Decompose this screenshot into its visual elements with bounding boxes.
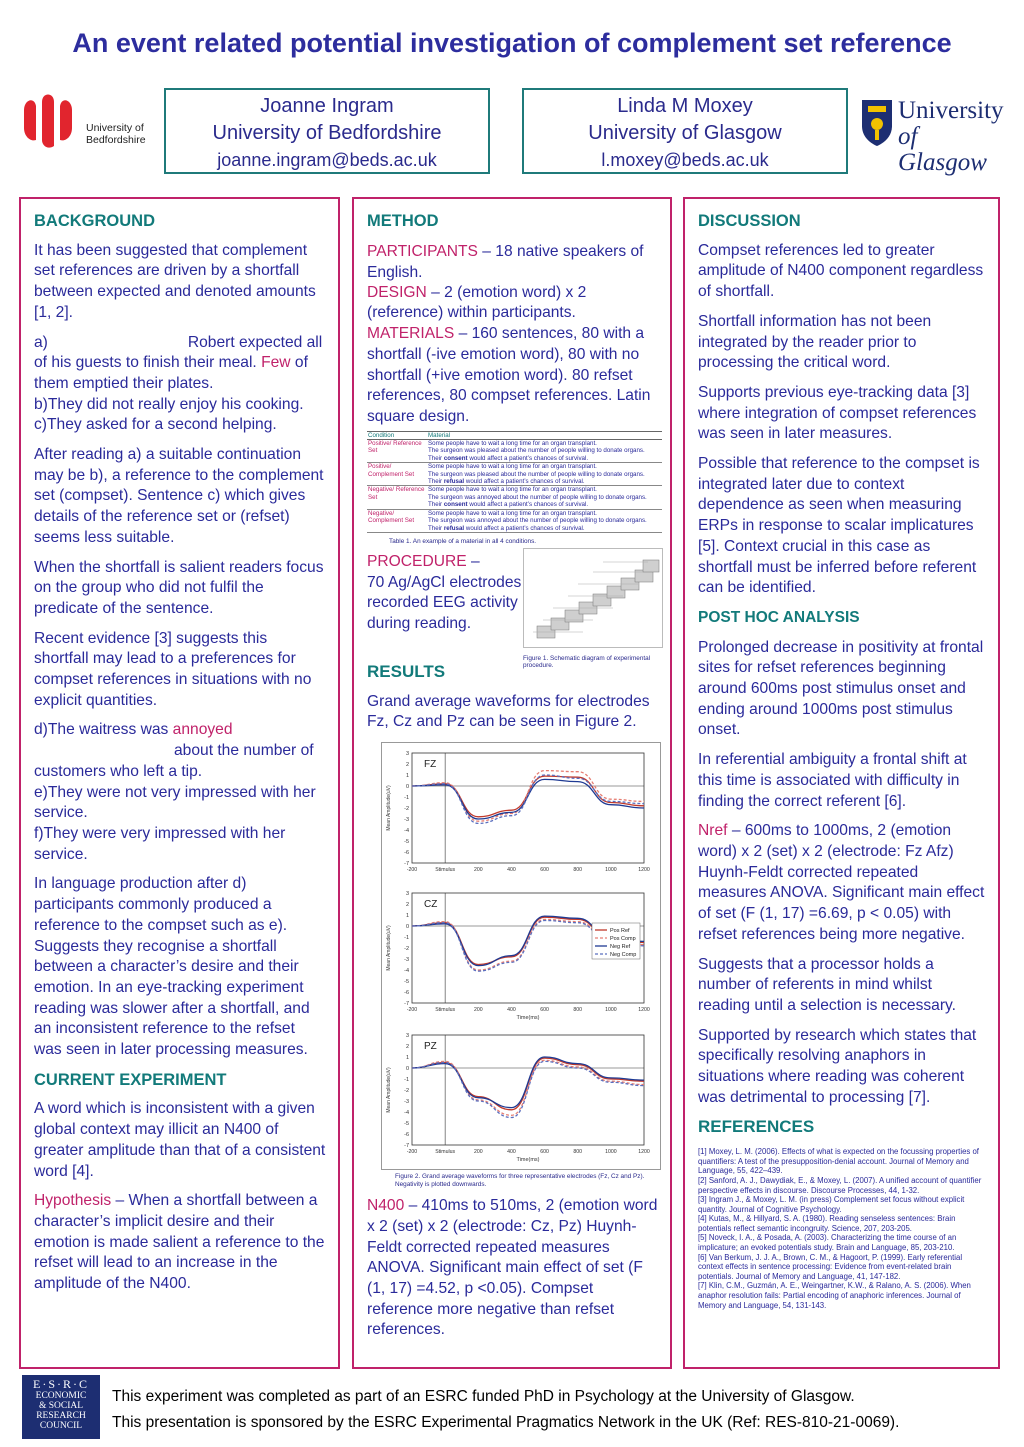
references-heading: REFERENCES [698,1117,815,1137]
discussion-paragraph-5: Prolonged decrease in positivity at frontal sites for refset references beginning around 600ms post stimulus onset and ending around 1000ms post stimulus onset. [698,638,984,739]
materials-text: – 160 sentences, 80 with a shortfall (-ive emotion word), 80 with no shortfall (+ive emotion word). 80 refset references, 80 compset references. Latin square design. [367,325,651,425]
y-tick-label: -3 [404,1099,409,1106]
table-row [367,440,662,463]
legend-label: Neg Ref [610,944,631,951]
material-critical-word: refusal [443,524,465,532]
material-line: The surgeon was pleased about the number of people willing to donate organs. [428,470,645,478]
x-tick-label: Stimulus [435,1007,456,1014]
material-word: would affect a patient’s chances of survival. [469,454,589,462]
method-heading: METHOD [367,212,439,230]
background-paragraph-4: Recent evidence [3] suggests this shortfall may lead to a preferences for compset references in situations with no explicit quantities. [34,629,312,709]
material-line: The surgeon was annoyed about the number of people willing to donate organs. [428,493,647,501]
example-a [34,333,326,395]
y-tick-label: -2 [404,1088,409,1095]
method-column [352,197,672,1369]
y-tick-label: 1 [405,913,409,920]
bedfordshire-crest-icon [20,92,86,156]
material-word: Their [428,501,443,509]
glasgow-crest-icon [860,98,894,148]
figure1-caption: Figure 1. Schematic diagram of experimental procedure. [523,654,651,670]
y-tick-label: -6 [404,850,409,857]
y-axis-label: Mean Amplitude(uV) [386,1067,392,1113]
y-tick-label: -1 [404,935,409,942]
table-row [367,509,662,532]
panel-title: CZ [424,899,438,911]
materials [367,324,662,428]
y-tick-label: -3 [404,957,409,964]
material-line: Some people have to wait a long time for an organ transplant. [428,486,597,494]
participants-text: – 18 native speakers of English. [367,242,644,281]
materials-label: MATERIALS [367,325,455,343]
legend-label: Pos Comp [610,936,636,943]
x-tick-label: 200 [473,1149,483,1156]
reference-item: [3] Ingram J., & Moxey, L. M. (in press) Complement set focus without explicit quantity. Journal of Cognitive Psychology. [698,1195,965,1214]
table-cell-material [427,440,662,463]
erp-waveform-chart [382,743,662,1171]
esrc-logo [22,1375,100,1439]
y-tick-label: 3 [405,751,409,758]
design [367,283,662,324]
glasgow-logo-line1: University [898,97,1004,124]
design-label: DESIGN [367,283,427,301]
y-tick-label: 0 [405,1066,409,1073]
table-cell-condition: Positive/ Reference Set [367,440,427,463]
y-tick-label: -5 [404,1121,409,1128]
background-heading: BACKGROUND [34,212,155,230]
discussion-heading: DISCUSSION [698,212,801,230]
example-a-rest: of them emptied their plates. [34,354,308,392]
n400-label: N400 [367,1197,405,1215]
discussion-paragraph-4: Possible that reference to the compset is integrated later due to context dependence as seen when measuring ERPs in response to scalar implicatures [5]. Context crucial in this case as shortfall must be inferred before referent can be identified. [698,455,980,597]
esrc-logo-line4: RESEARCH [36,1411,86,1421]
y-axis-label: Mean Amplitude(uV) [386,925,392,971]
y-tick-label: -2 [404,946,409,953]
discussion-paragraph-6: In referential ambiguity a frontal shift at this time is associated with difficulty in finding the correct referent [6]. [698,751,967,810]
example-a-prefix: a) [34,333,48,351]
footer-line-1: This experiment was completed as part of an ESRC funded PhD in Psychology at the University of Glasgow. [112,1388,855,1405]
esrc-logo-line1: E·S·R·C [33,1377,89,1391]
x-axis-label: Time(ms) [516,1015,540,1022]
y-tick-label: -5 [404,839,409,846]
x-tick-label: -200 [406,867,418,874]
example-d [34,720,326,782]
panel-title: PZ [424,1041,437,1053]
background-paragraph-5: In language production after d) participants commonly produced a reference to the compset such as e). Suggests they recognise a shortfall between a character’s desire and their emotion. In an eye-tracking experiment reading was slower after a shortfall, and an inconsistent reference to the refset was seen in later processing measures. [34,875,310,1059]
example-b: b)They did not really enjoy his cooking. [34,395,304,413]
x-tick-label: 400 [507,1007,516,1014]
y-tick-label: -3 [404,817,409,824]
x-tick-label: 1200 [638,1007,650,1014]
background-paragraph-3: When the shortfall is salient readers focus on the group who did not fulfil the predicate of the sentence. [34,558,324,617]
y-tick-label: 2 [405,902,409,909]
glasgow-logo-line2: of Glasgow [898,123,987,176]
reference-item: [6] Van Berkum, J. J. A., Brown, C. M., & Hagoort, P. (1999). Early referential context effects in sentence processing: Evidence from event-related brain potentials. Journal of Memory and Language, 41, 147-182. [698,1252,963,1281]
y-tick-label: -7 [404,861,409,868]
material-critical-word: refusal [443,478,465,486]
material-line: Some people have to wait a long time for an organ transplant. [428,509,597,517]
panel-frame [412,753,644,863]
author2-box [522,88,848,174]
y-tick-label: 3 [405,1033,409,1040]
table-caption: Table 1. An example of a material in all 4 conditions. [389,537,537,545]
bedfordshire-logo-line2: Bedfordshire [86,134,146,146]
materials-table [367,431,662,533]
author2-affiliation: University of Glasgow [588,122,782,144]
esrc-logo-line5: COUNCIL [39,1421,83,1431]
procedure-label: PROCEDURE [367,552,467,570]
example-d-prefix: d)The waitress was [34,721,169,739]
x-tick-label: 800 [573,867,583,874]
material-word: would affect a patient’s chances of survival. [465,524,585,532]
y-tick-label: 3 [405,891,409,898]
y-tick-label: -5 [404,979,409,986]
material-line [428,478,661,485]
reference-item: [2] Sanford, A. J., Dawydiak, E., & Moxey, L. (2007). A unified account of quantifier perspective effects in discourse. Discourse Processes, 44, 1-32. [698,1175,982,1195]
example-d-annoyed: annoyed [172,721,233,739]
poster-title: An event related potential investigation of complement set reference [72,28,952,58]
reference-item: [7] Klin, C.M., Guzmán, A. E., Weingartner, K.W., & Ralano, A. S. (2006). When anaphor resolution fails: Partial encoding of anaphoric inferences. Journal of Memory and Language, 54, 131-143. [698,1281,971,1310]
table-cell-condition: Negative/ Reference Set [367,486,427,509]
material-word: would affect a patient’s chances of survival. [469,501,589,509]
y-tick-label: -4 [404,968,409,975]
y-tick-label: -2 [404,806,409,813]
material-word: would affect a patient’s chances of survival. [465,478,585,486]
x-tick-label: 600 [540,1007,549,1014]
y-tick-label: -7 [404,1143,409,1150]
material-line: Some people have to wait a long time for an organ transplant. [428,463,597,471]
x-axis-label: Time(ms) [516,1157,540,1164]
author2-email[interactable]: l.moxey@beds.ac.uk [601,150,769,170]
panel-title: FZ [424,759,437,771]
x-tick-label: 1200 [638,867,650,874]
hypothesis-label: Hypothesis [34,1192,112,1210]
material-word: Their [428,524,443,532]
example-e: e)They were not very impressed with her service. [34,783,316,822]
author1-affiliation: University of Bedfordshire [212,122,442,144]
participants [367,241,662,283]
y-tick-label: 1 [405,773,409,780]
material-line [428,455,661,462]
current-experiment-paragraph: A word which is inconsistent with a given global context may illicit an N400 of greater amplitude than that of a consistent word [4]. [34,1100,326,1180]
table-header-material: Material [427,431,662,439]
x-tick-label: 400 [507,867,516,874]
n400-result [367,1196,662,1341]
background-column [19,197,340,1369]
y-tick-label: 1 [405,1055,409,1062]
x-tick-label: Stimulus [435,1149,456,1156]
example-d-rest: about the number of customers who left a tip. [34,742,314,780]
y-tick-label: -4 [404,828,409,835]
x-tick-label: 800 [573,1007,583,1014]
material-line: Some people have to wait a long time for an organ transplant. [428,440,597,448]
y-tick-label: -6 [404,990,409,997]
nref-label: Nref [698,822,728,840]
author1-box [164,88,490,174]
esrc-logo-line3: & SOCIAL [38,1401,84,1411]
results-text: Grand average waveforms for electrodes Fz, Cz and Pz can be seen in Figure 2. [367,692,650,731]
y-tick-label: -1 [404,1077,409,1084]
y-tick-label: -7 [404,1001,409,1008]
legend-label: Neg Comp [610,952,637,959]
hypothesis-text: – When a shortfall between a character’s implicit desire and their emotion is made salient a reference to the refset will lead to an increase in the amplitude of the N400. [34,1192,325,1293]
discussion-column [683,197,1000,1369]
x-tick-label: 200 [473,1007,483,1014]
y-tick-label: -4 [404,1110,409,1117]
bedfordshire-logo-line1: University of [86,122,144,134]
procedure-block [367,552,662,670]
table-cell-material [427,509,662,532]
material-critical-word: consent [443,501,468,509]
background-paragraph-1: It has been suggested that complement set references are driven by a shortfall between expected and denoted amounts [1, 2]. [34,241,316,321]
material-line [428,501,661,508]
posthoc-heading: POST HOC ANALYSIS [698,608,860,626]
x-tick-label: -200 [406,1007,418,1014]
y-tick-label: 0 [405,784,409,791]
x-tick-label: 600 [540,867,549,874]
x-tick-label: 600 [540,1149,549,1156]
glasgow-logo [860,96,1010,176]
x-tick-label: 800 [573,1149,583,1156]
n400-text: – 410ms to 510ms, 2 (emotion word x 2 (set) x 2 (electrode: Cz, Pz) Huynh-Feldt corrected repeated measures ANOVA. Significant main effect of set (F (1, 17) =4.52, p <0.05). Compset reference more negative than refset references. [367,1197,658,1339]
x-tick-label: 1000 [605,867,617,874]
material-line [428,525,661,532]
footer-line-2: This presentation is sponsored by the ESRC Experimental Pragmatics Network in the UK (Ref: RES-810-21-0069). [112,1414,900,1431]
bedfordshire-logo [20,92,150,158]
discussion-paragraph-1: Compset references led to greater amplitude of N400 component regardless of shortfall. [698,241,984,301]
x-tick-label: 1200 [638,1149,650,1156]
example-c: c)They asked for a second helping. [34,416,277,434]
discussion-paragraph-7: Suggests that a processor holds a number of referents in mind whilst reading until a selection is necessary. [698,955,957,1014]
procedure-staircase-diagram [523,548,663,648]
material-line: The surgeon was annoyed about the number of people willing to donate organs. [428,517,647,525]
figure1-procedure-diagram [523,548,663,670]
discussion-paragraph-2: Shortfall information has not been integrated by the reader prior to processing the critical word. [698,312,932,372]
x-tick-label: 1000 [605,1149,617,1156]
reference-item: [5] Noveck, I. A., & Posada, A. (2003). Characterizing the time course of an implicature; an evoked potentials study. Brain and Language, 85, 203-210. [698,1233,957,1253]
design-text: – 2 (emotion word) x 2 (reference) within participants. [367,283,587,322]
material-word: Their [428,454,443,462]
y-tick-label: 0 [405,924,409,931]
y-axis-label: Mean Amplitude(uV) [386,785,392,831]
y-tick-label: 2 [405,1044,409,1051]
y-tick-label: -6 [404,1132,409,1139]
figure2-caption: Figure 2. Grand average waveforms for three representative electrodes (Fz, Cz and Pz). Negativity is plotted downwards. [395,1173,645,1188]
example-a-few: Few [261,354,291,372]
results-heading: RESULTS [367,661,446,681]
nref-result [698,821,986,945]
x-tick-label: 200 [473,867,483,874]
discussion-paragraph-8: Supported by research which states that specifically resolving anaphors in situations where reading was coherent was detrimental to processing [7]. [698,1026,977,1106]
table-cell-condition: Negative/ Complement Set [367,509,427,532]
y-tick-label: -1 [404,795,409,802]
y-tick-label: 2 [405,762,409,769]
legend-label: Pos Ref [610,928,630,935]
author1-name: Joanne Ingram [260,95,394,117]
procedure-text-block: PROCEDURE – 70 Ag/AgCl electrodes recorded EEG activity during reading. [367,552,523,635]
reference-item: [1] Moxey, L. M. (2006). Effects of what is expected on the focussing properties of quantifiers: A test of the presupposition-denial account. Journal of Memory and Language, 55, 422–439. [698,1147,979,1176]
x-tick-label: Stimulus [435,867,456,874]
x-tick-label: 400 [507,1149,516,1156]
x-tick-label: -200 [406,1149,418,1156]
table-cell-condition: Positive/ Complement Set [367,463,427,486]
example-f: f)They were very impressed with her service. [34,824,286,863]
reference-item: [4] Kutas, M., & Hillyard, S. A. (1980). Reading senseless sentences: Brain potentials reflect semantic incongruity. Science, 207, 203-205. [698,1214,956,1233]
esrc-logo-line2: ECONOMIC [35,1391,87,1401]
author1-email[interactable]: joanne.ingram@beds.ac.uk [217,150,437,170]
figure2-waveforms [381,742,661,1170]
table-cell-material [427,463,662,486]
table-header-condition: Condition [367,431,427,439]
table-cell-material [427,486,662,509]
material-line: The surgeon was pleased about the number of people willing to donate organs. [428,447,645,455]
discussion-paragraph-3: Supports previous eye-tracking data [3] where integration of compset references was seen in later measures. [698,383,977,443]
references-list [698,1147,986,1310]
table-row [367,486,662,509]
x-tick-label: 1000 [605,1007,617,1014]
example-a-text: Robert expected all of his guests to finish their meal. [34,333,323,372]
table-row [367,463,662,486]
material-critical-word: consent [443,454,468,462]
participants-label: PARTICIPANTS [367,242,478,260]
background-paragraph-2: After reading a) a suitable continuation may be b), a reference to the complement set (compset). Sentence c) which gives details of the reference set or (refset) seems less suitable. [34,446,324,546]
author2-name: Linda M Moxey [617,95,753,117]
material-word: Their [428,478,443,486]
hypothesis [34,1191,326,1295]
current-experiment-heading: CURRENT EXPERIMENT [34,1070,227,1089]
nref-text: – 600ms to 1000ms, 2 (emotion word) x 2 (set) x 2 (electrode: Fz Afz) Huynh-Feldt corrected repeated measures ANOVA. Significant main effect of set (F (1, 17) =6.69, p < 0.05) with refset references being more negative. [698,822,985,943]
procedure-text: 70 Ag/AgCl electrodes recorded EEG activity during reading. [367,573,522,633]
